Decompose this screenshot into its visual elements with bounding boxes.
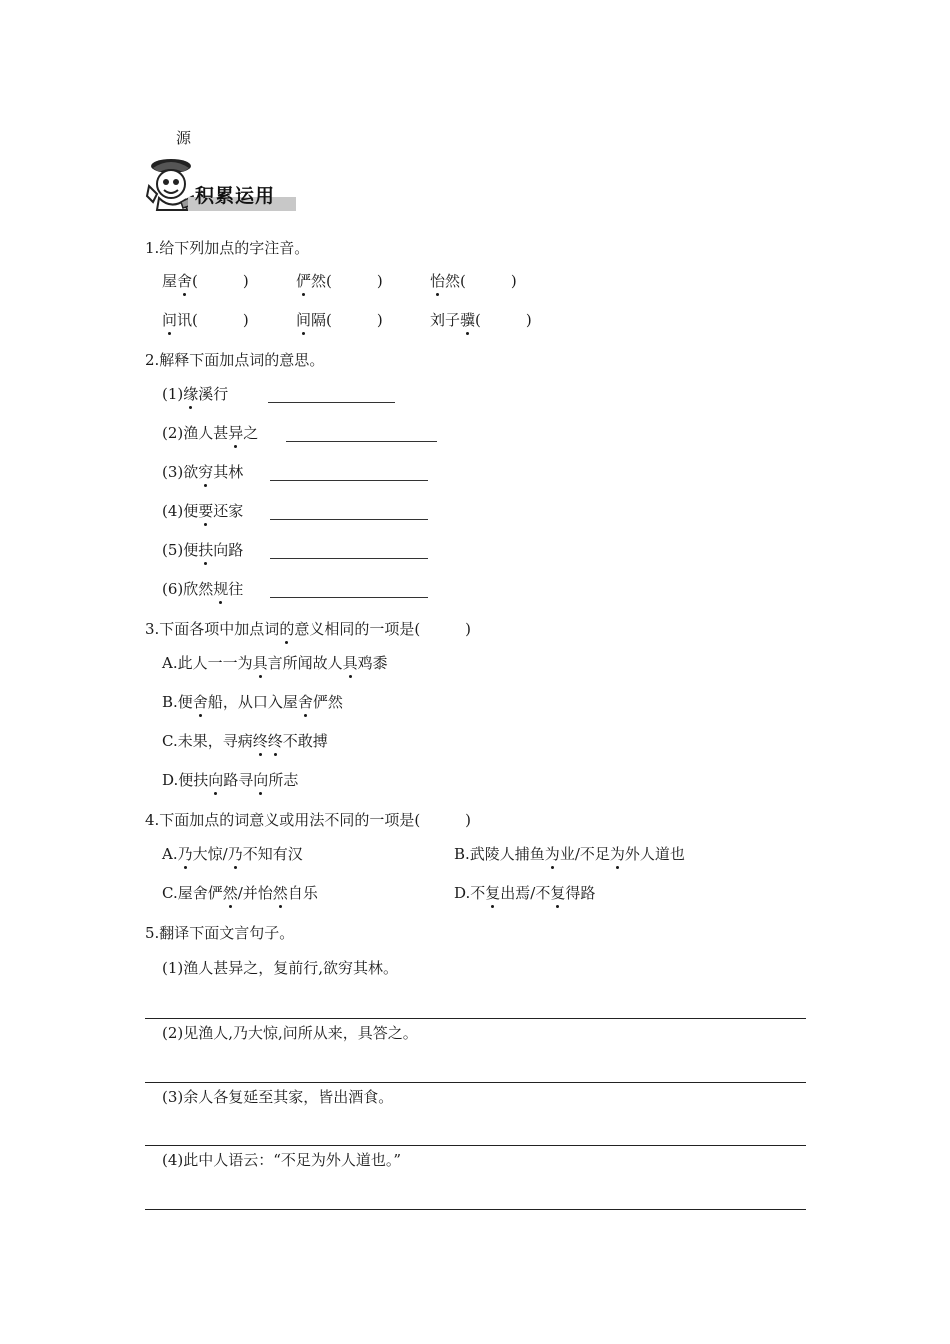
answer-blank[interactable] bbox=[286, 441, 437, 442]
q5-item: (3)余人各复延至其家，皆出酒食。 bbox=[162, 1088, 394, 1106]
answer-line[interactable] bbox=[145, 1145, 806, 1146]
q1-item: 刘子骥( ) bbox=[430, 311, 532, 329]
q4-option: A.乃大惊/乃不知有汉 bbox=[162, 845, 303, 863]
answer-blank[interactable] bbox=[270, 597, 428, 598]
q2-item: (4)便要还家 bbox=[162, 502, 244, 520]
q4-option: D.不复出焉/不复得路 bbox=[454, 884, 596, 902]
q4-title: 4.下面加点的词意义或用法不同的一项是( ) bbox=[145, 811, 472, 829]
q3-option: D.便扶向路寻向所志 bbox=[162, 771, 299, 789]
q2-item: (6)欣然规往 bbox=[162, 580, 244, 598]
q1-item: 间隔( ) bbox=[296, 311, 383, 329]
q5-item: (2)见渔人,乃大惊,问所从来，具答之。 bbox=[162, 1024, 418, 1042]
q1-item: 怡然( ) bbox=[430, 272, 517, 290]
q2-item: (2)渔人甚异之 bbox=[162, 424, 259, 442]
q4-option: B.武陵人捕鱼为业/不足为外人道也 bbox=[454, 845, 685, 863]
answer-line[interactable] bbox=[145, 1209, 806, 1210]
answer-blank[interactable] bbox=[268, 402, 395, 403]
q3-option: C.未果，寻病终终不敢搏 bbox=[162, 732, 328, 750]
q2-item: (3)欲穷其林 bbox=[162, 463, 244, 481]
q3-option: A.此人一一为具言所闻故人具鸡黍 bbox=[162, 654, 388, 672]
q2-item: (1)缘溪行 bbox=[162, 385, 229, 403]
answer-blank[interactable] bbox=[270, 558, 428, 559]
q1-item: 俨然( ) bbox=[296, 272, 383, 290]
answer-line[interactable] bbox=[145, 1082, 806, 1083]
q4-option: C.屋舍俨然/并怡然自乐 bbox=[162, 884, 318, 902]
answer-blank[interactable] bbox=[270, 519, 428, 520]
answer-blank[interactable] bbox=[270, 480, 428, 481]
answer-line[interactable] bbox=[145, 1018, 806, 1019]
q5-item: (4)此中人语云：“不足为外人道也。” bbox=[162, 1151, 402, 1169]
stray-char: 源 bbox=[176, 129, 192, 147]
q1-title: 1.给下列加点的字注音。 bbox=[145, 239, 310, 257]
q2-item: (5)便扶向路 bbox=[162, 541, 244, 559]
q1-item: 问讯( ) bbox=[162, 311, 249, 329]
section-title: 积累运用 bbox=[195, 185, 276, 207]
q5-title: 5.翻译下面文言句子。 bbox=[145, 924, 295, 942]
q1-item: 屋舍( ) bbox=[162, 272, 249, 290]
q3-option: B.便舍船，从口入屋舍俨然 bbox=[162, 693, 343, 711]
q5-item: (1)渔人甚异之，复前行,欲穷其林。 bbox=[162, 959, 399, 977]
q3-title: 3.下面各项中加点词的意义相同的一项是( ) bbox=[145, 620, 472, 638]
q2-title: 2.解释下面加点词的意思。 bbox=[145, 351, 325, 369]
